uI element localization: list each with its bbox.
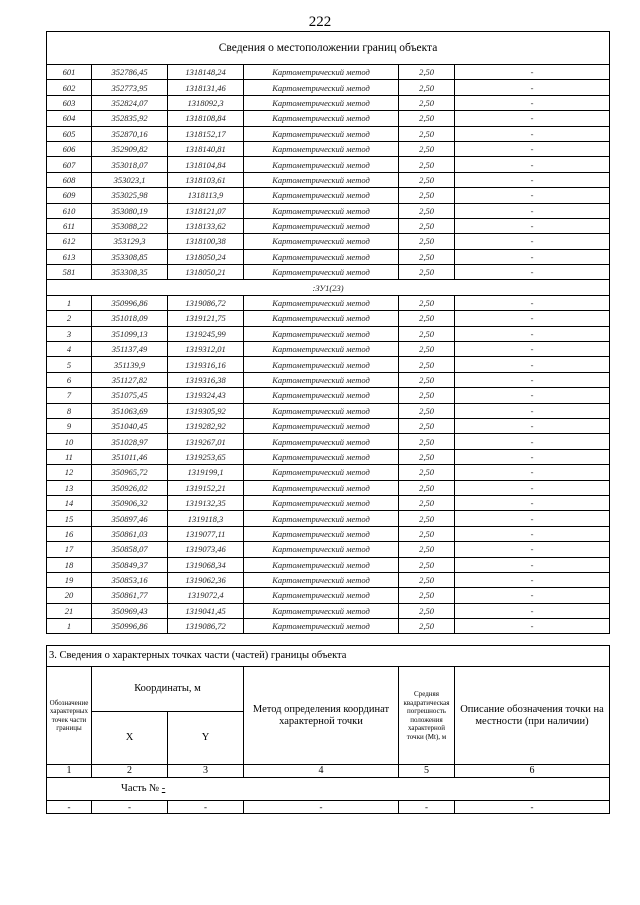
table-cell: -: [455, 265, 610, 280]
table-cell: 2,50: [399, 172, 455, 187]
table-cell: 4: [47, 342, 92, 357]
table-cell: 2,50: [399, 249, 455, 264]
table-cell: 351075,45: [92, 388, 168, 403]
table-cell: 613: [47, 249, 92, 264]
empty-cell: -: [399, 801, 455, 814]
table-cell: 1318152,17: [168, 126, 244, 141]
table-cell: 350897,46: [92, 511, 168, 526]
table-cell: 18: [47, 557, 92, 572]
table-cell: -: [455, 511, 610, 526]
table-cell: -: [455, 403, 610, 418]
table-cell: Картометрический метод: [244, 265, 399, 280]
table-cell: 2,50: [399, 572, 455, 587]
table-cell: Картометрический метод: [244, 172, 399, 187]
table-cell: 1319152,21: [168, 480, 244, 495]
table-cell: 1319253,65: [168, 449, 244, 464]
table-cell: -: [455, 126, 610, 141]
table-row: [47, 418, 610, 433]
table-row: [47, 249, 610, 264]
table-cell: Картометрический метод: [244, 80, 399, 95]
table-cell: 2,50: [399, 465, 455, 480]
table-cell: 350853,16: [92, 572, 168, 587]
table-cell: 2,50: [399, 372, 455, 387]
table-cell: 2,50: [399, 311, 455, 326]
table-cell: -: [455, 234, 610, 249]
table-cell: 2,50: [399, 326, 455, 341]
table-cell: 1318100,38: [168, 234, 244, 249]
table-cell: 2,50: [399, 495, 455, 510]
table-cell: 8: [47, 403, 92, 418]
table-cell: 351028,97: [92, 434, 168, 449]
table-cell: 350861,03: [92, 526, 168, 541]
table-cell: 351040,45: [92, 418, 168, 433]
table-cell: -: [455, 480, 610, 495]
table-cell: 12: [47, 465, 92, 480]
table-cell: 1318133,62: [168, 218, 244, 233]
table-cell: Картометрический метод: [244, 572, 399, 587]
table-row: [47, 203, 610, 218]
table-row: [47, 495, 610, 510]
table-cell: Картометрический метод: [244, 557, 399, 572]
table-cell: -: [455, 572, 610, 587]
table-row: [47, 372, 610, 387]
table-cell: 10: [47, 434, 92, 449]
table-row: [47, 388, 610, 403]
table-cell: -: [455, 542, 610, 557]
table-cell: 350849,37: [92, 557, 168, 572]
table-row: [47, 342, 610, 357]
table-cell: Картометрический метод: [244, 311, 399, 326]
table-row: [47, 172, 610, 187]
table-cell: -: [455, 311, 610, 326]
table-cell: 2,50: [399, 542, 455, 557]
table-row: [47, 157, 610, 172]
table-cell: 1318121,07: [168, 203, 244, 218]
table-cell: Картометрический метод: [244, 619, 399, 634]
table-cell: 353025,98: [92, 188, 168, 203]
table-cell: 2,50: [399, 111, 455, 126]
table-cell: 353080,19: [92, 203, 168, 218]
table-cell: Картометрический метод: [244, 326, 399, 341]
table-cell: 2,50: [399, 557, 455, 572]
col-description: Описание обозначения точки на местности (при наличии): [455, 667, 610, 765]
table-row: [47, 65, 610, 80]
table-cell: 601: [47, 65, 92, 80]
table-cell: 2,50: [399, 588, 455, 603]
table-cell: 2,50: [399, 265, 455, 280]
table-cell: 353129,3: [92, 234, 168, 249]
table-cell: Картометрический метод: [244, 480, 399, 495]
table-cell: 20: [47, 588, 92, 603]
table-cell: 1318140,81: [168, 141, 244, 156]
part-number-row: [47, 778, 610, 801]
col-number: 2: [92, 765, 168, 778]
col-number: 6: [455, 765, 610, 778]
table-cell: Картометрический метод: [244, 388, 399, 403]
table-title: Сведения о местоположении границ объекта: [47, 32, 610, 65]
col-accuracy: Средняя квадратическая погрешность положения характерной точки (Mt), м: [399, 667, 455, 765]
table-cell: 2,50: [399, 342, 455, 357]
table-row: [47, 95, 610, 110]
table-cell: Картометрический метод: [244, 95, 399, 110]
table-cell: 352909,82: [92, 141, 168, 156]
table-row: [47, 465, 610, 480]
table-cell: 2,50: [399, 188, 455, 203]
table-cell: 1318050,24: [168, 249, 244, 264]
table-cell: 353023,1: [92, 172, 168, 187]
table-cell: 1318092,3: [168, 95, 244, 110]
table-cell: 351137,49: [92, 342, 168, 357]
table-cell: 1318131,46: [168, 80, 244, 95]
table-cell: Картометрический метод: [244, 218, 399, 233]
table-cell: 605: [47, 126, 92, 141]
table-cell: 350996,86: [92, 295, 168, 310]
table-cell: 2,50: [399, 157, 455, 172]
table-cell: 2,50: [399, 418, 455, 433]
table-cell: Картометрический метод: [244, 65, 399, 80]
table-cell: Картометрический метод: [244, 372, 399, 387]
col-number: 3: [168, 765, 244, 778]
table-cell: 1319086,72: [168, 619, 244, 634]
table-cell: Картометрический метод: [244, 203, 399, 218]
table-cell: 1319121,75: [168, 311, 244, 326]
table-cell: 17: [47, 542, 92, 557]
table-row: [47, 557, 610, 572]
empty-cell: -: [455, 801, 610, 814]
table-cell: 2,50: [399, 603, 455, 618]
table-cell: 351018,09: [92, 311, 168, 326]
table-cell: -: [455, 465, 610, 480]
table-cell: Картометрический метод: [244, 542, 399, 557]
table-cell: 352824,07: [92, 95, 168, 110]
table-cell: 352870,16: [92, 126, 168, 141]
table-cell: 1319245,99: [168, 326, 244, 341]
table-cell: 9: [47, 418, 92, 433]
table-cell: 1319041,45: [168, 603, 244, 618]
table-cell: 2,50: [399, 434, 455, 449]
table-cell: Картометрический метод: [244, 403, 399, 418]
table-cell: 612: [47, 234, 92, 249]
table-cell: 2,50: [399, 203, 455, 218]
table-cell: 1319132,35: [168, 495, 244, 510]
empty-cell: -: [47, 801, 92, 814]
table-cell: 1319086,72: [168, 295, 244, 310]
table-cell: 15: [47, 511, 92, 526]
table-cell: Картометрический метод: [244, 126, 399, 141]
table-cell: -: [455, 203, 610, 218]
table-cell: 1: [47, 295, 92, 310]
table-cell: Картометрический метод: [244, 157, 399, 172]
col-number: 5: [399, 765, 455, 778]
table-cell: 353308,35: [92, 265, 168, 280]
table-cell: 3: [47, 326, 92, 341]
table-cell: 5: [47, 357, 92, 372]
table-cell: -: [455, 588, 610, 603]
table-cell: Картометрический метод: [244, 449, 399, 464]
table-cell: -: [455, 326, 610, 341]
table-cell: Картометрический метод: [244, 234, 399, 249]
table-cell: -: [455, 188, 610, 203]
table-cell: 11: [47, 449, 92, 464]
table-cell: 602: [47, 80, 92, 95]
boundary-coordinates-table: [46, 31, 610, 634]
table-cell: 2,50: [399, 65, 455, 80]
section-3-title: 3. Сведения о характерных точках части (частей) границы объекта: [47, 646, 610, 667]
table-cell: 352786,45: [92, 65, 168, 80]
part-points-table: [46, 645, 610, 814]
table-cell: 2,50: [399, 449, 455, 464]
table-row: [47, 449, 610, 464]
table-cell: 2,50: [399, 388, 455, 403]
table-cell: 351127,82: [92, 372, 168, 387]
table-cell: Картометрический метод: [244, 342, 399, 357]
table-cell: Картометрический метод: [244, 295, 399, 310]
table-row: [47, 403, 610, 418]
table-cell: 353088,22: [92, 218, 168, 233]
table-cell: 350858,07: [92, 542, 168, 557]
table-row: [47, 80, 610, 95]
table-cell: 352835,92: [92, 111, 168, 126]
table-row: [47, 126, 610, 141]
table-cell: 581: [47, 265, 92, 280]
col-number: 4: [244, 765, 399, 778]
table-cell: 611: [47, 218, 92, 233]
table-row: [47, 511, 610, 526]
table-cell: -: [455, 95, 610, 110]
table-cell: 16: [47, 526, 92, 541]
table-cell: -: [455, 218, 610, 233]
table-cell: Картометрический метод: [244, 357, 399, 372]
table-cell: 350926,02: [92, 480, 168, 495]
table-cell: Картометрический метод: [244, 111, 399, 126]
table-cell: -: [455, 357, 610, 372]
table-cell: 353308,85: [92, 249, 168, 264]
table-row: [47, 326, 610, 341]
table-cell: Картометрический метод: [244, 188, 399, 203]
table-cell: -: [455, 372, 610, 387]
table-cell: -: [455, 526, 610, 541]
table-row: [47, 480, 610, 495]
table-cell: -: [455, 111, 610, 126]
table-cell: 13: [47, 480, 92, 495]
table-cell: 2,50: [399, 357, 455, 372]
table-cell: -: [455, 434, 610, 449]
table-row: [47, 357, 610, 372]
table-cell: 2,50: [399, 403, 455, 418]
table-cell: 351063,69: [92, 403, 168, 418]
table-cell: 1318103,61: [168, 172, 244, 187]
table-cell: Картометрический метод: [244, 603, 399, 618]
empty-cell: -: [168, 801, 244, 814]
table-cell: -: [455, 80, 610, 95]
table-cell: -: [455, 557, 610, 572]
table-cell: 1318113,9: [168, 188, 244, 203]
table-row: [47, 111, 610, 126]
table-cell: 350969,43: [92, 603, 168, 618]
table-cell: 353018,07: [92, 157, 168, 172]
land-plot-subheading: :ЗУ1(23): [47, 280, 610, 295]
table-row: [47, 234, 610, 249]
table-cell: 606: [47, 141, 92, 156]
table-cell: 1319062,36: [168, 572, 244, 587]
table-cell: 350965,72: [92, 465, 168, 480]
table-cell: 608: [47, 172, 92, 187]
table-row: [47, 572, 610, 587]
table-cell: 607: [47, 157, 92, 172]
table-cell: 2,50: [399, 218, 455, 233]
table-cell: 1319282,92: [168, 418, 244, 433]
table-cell: 2,50: [399, 95, 455, 110]
table-cell: -: [455, 295, 610, 310]
table-cell: 1319199,1: [168, 465, 244, 480]
table-cell: 2,50: [399, 295, 455, 310]
table-cell: 1318108,84: [168, 111, 244, 126]
table-cell: 1319312,01: [168, 342, 244, 357]
table-cell: Картометрический метод: [244, 465, 399, 480]
table-cell: Картометрический метод: [244, 588, 399, 603]
table-cell: 2,50: [399, 511, 455, 526]
empty-cell: -: [244, 801, 399, 814]
part-label: Часть №: [121, 783, 160, 794]
table-cell: 1319118,3: [168, 511, 244, 526]
table-cell: 2,50: [399, 234, 455, 249]
table-cell: 351099,13: [92, 326, 168, 341]
table-cell: Картометрический метод: [244, 434, 399, 449]
table-cell: -: [455, 418, 610, 433]
table-cell: -: [455, 249, 610, 264]
table-cell: 350906,32: [92, 495, 168, 510]
table-cell: 604: [47, 111, 92, 126]
col-number: 1: [47, 765, 92, 778]
table-cell: 6: [47, 372, 92, 387]
table-cell: 2,50: [399, 80, 455, 95]
table-cell: Картометрический метод: [244, 495, 399, 510]
table-cell: -: [455, 157, 610, 172]
table-cell: 2,50: [399, 480, 455, 495]
table-cell: 1319267,01: [168, 434, 244, 449]
table-cell: Картометрический метод: [244, 141, 399, 156]
table-cell: -: [455, 449, 610, 464]
page-number: 222: [308, 14, 332, 30]
table-cell: 1319316,38: [168, 372, 244, 387]
table-cell: -: [455, 495, 610, 510]
table-cell: 19: [47, 572, 92, 587]
table-row: [47, 141, 610, 156]
table-row: [47, 603, 610, 618]
table-row: [47, 311, 610, 326]
table-cell: -: [455, 141, 610, 156]
part-value: -: [161, 783, 166, 794]
table-row: [47, 526, 610, 541]
table-cell: 1319068,34: [168, 557, 244, 572]
table-cell: 351011,46: [92, 449, 168, 464]
table-cell: -: [455, 619, 610, 634]
table-cell: 1318050,21: [168, 265, 244, 280]
table-cell: 2,50: [399, 126, 455, 141]
table-cell: 350996,86: [92, 619, 168, 634]
table-row: [47, 619, 610, 634]
table-row: [47, 434, 610, 449]
col-point-designation: Обозначение характерных точек части границы: [47, 667, 92, 765]
table-row: [47, 265, 610, 280]
table-row: [47, 218, 610, 233]
table-cell: 21: [47, 603, 92, 618]
table-cell: 610: [47, 203, 92, 218]
table-cell: 2,50: [399, 619, 455, 634]
table-row: [47, 295, 610, 310]
table-cell: 603: [47, 95, 92, 110]
table-cell: -: [455, 603, 610, 618]
table-cell: 1: [47, 619, 92, 634]
table-cell: 1319305,92: [168, 403, 244, 418]
col-x: X: [92, 712, 168, 765]
table-cell: 351139,9: [92, 357, 168, 372]
table-cell: Картометрический метод: [244, 511, 399, 526]
table-cell: 1319072,4: [168, 588, 244, 603]
table-cell: 609: [47, 188, 92, 203]
table-cell: 1318148,24: [168, 65, 244, 80]
table-row: [47, 188, 610, 203]
table-cell: 2,50: [399, 141, 455, 156]
table-cell: Картометрический метод: [244, 418, 399, 433]
table-cell: 1318104,84: [168, 157, 244, 172]
table-cell: 1319077,11: [168, 526, 244, 541]
col-coordinates: Координаты, м: [92, 667, 244, 712]
table-cell: 14: [47, 495, 92, 510]
table-cell: 2,50: [399, 526, 455, 541]
table-cell: 2: [47, 311, 92, 326]
table-cell: 1319324,43: [168, 388, 244, 403]
table-cell: 1319073,46: [168, 542, 244, 557]
table-cell: 350861,77: [92, 588, 168, 603]
table-row: [47, 588, 610, 603]
table-cell: 352773,95: [92, 80, 168, 95]
table-cell: Картометрический метод: [244, 526, 399, 541]
table-cell: 1319316,16: [168, 357, 244, 372]
table-cell: -: [455, 342, 610, 357]
empty-cell: -: [92, 801, 168, 814]
table-row: [47, 542, 610, 557]
col-y: Y: [168, 712, 244, 765]
table-cell: -: [455, 388, 610, 403]
table-cell: -: [455, 65, 610, 80]
table-cell: -: [455, 172, 610, 187]
table-cell: 7: [47, 388, 92, 403]
table-cell: Картометрический метод: [244, 249, 399, 264]
col-method: Метод определения координат характерной точки: [244, 667, 399, 765]
